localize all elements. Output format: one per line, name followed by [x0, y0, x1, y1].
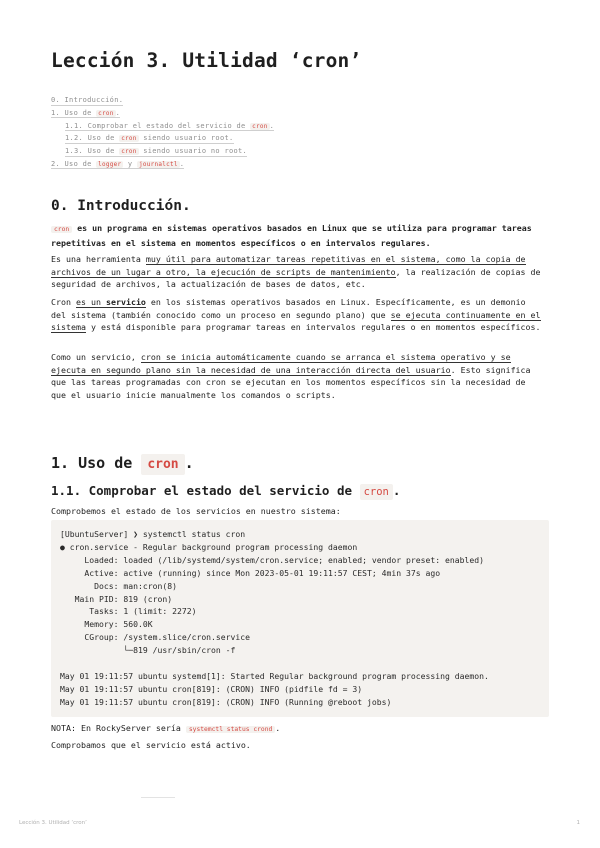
log-line: May 01 19:11:57 ubuntu cron[819]: (CRON) INFO (Running @reboot jobs) — [60, 696, 392, 707]
code-block — [51, 520, 549, 717]
table-of-contents — [51, 94, 274, 171]
text: Es una herramienta — [51, 254, 146, 264]
code-line: [UbuntuServer] ❯ systemctl status cron — [60, 529, 246, 539]
nota-paragraph — [51, 722, 543, 737]
intro-paragraph-1 — [51, 222, 543, 249]
code-line: Main PID: 819 (cron) — [60, 593, 173, 604]
code-line: Active: active (running) since Mon 2023-05-01 19:11:57 CEST; 4min 37s ago — [60, 567, 441, 578]
underlined-text: se ejecuta continuamente en el sistema — [51, 309, 541, 333]
text: NOTA: En RockyServer sería — [51, 723, 186, 733]
toc-item-uso-cron[interactable] — [51, 107, 274, 120]
text: en los sistemas operativos basados en Linux. Específicamente, es un demonio del sistema (también conocido como un proceso en segundo plano) que — [51, 297, 526, 320]
bold-text: servicio — [105, 297, 146, 307]
heading-text: 1. Uso de — [51, 454, 142, 472]
inline-code-cron: cron — [51, 226, 72, 233]
log-line: May 01 19:11:57 ubuntu systemd[1]: Started Regular background program processing daemon. — [60, 670, 489, 681]
footer-title: Lección 3. Utilidad ‘cron’ — [19, 820, 87, 826]
underlined-text: muy útil para automatizar tareas repetitivas en el sistema, como la copia de archivos de un lugar a otro, la ejecución de scripts de mantenimiento — [51, 254, 526, 277]
toc-label: 0. Introducción. — [51, 96, 124, 104]
toc-label-end: siendo usuario no root. — [138, 147, 248, 156]
footer-page-number: 1 — [576, 820, 580, 826]
heading-comprobar-estado — [51, 481, 400, 502]
toc-code: cron — [121, 148, 137, 156]
comprobar-intro: Comprobemos el estado de los servicios en nuestro sistema: — [51, 506, 341, 516]
toc-code-journalctl: journalctl — [138, 160, 178, 168]
final-paragraph: Comprobamos que el servicio está activo. — [51, 740, 251, 750]
code-line: ● cron.service - Regular background program processing daemon — [60, 541, 358, 552]
code-line: Loaded: loaded (/lib/systemd/system/cron.service; enabled; vendor preset: enabled) — [60, 554, 484, 565]
toc-label-end: . — [115, 108, 121, 117]
divider — [141, 797, 175, 798]
toc-label: 1.2. Uso de — [65, 134, 120, 143]
text: Como un servicio, — [51, 352, 141, 362]
page-title: Lección 3. Utilidad ‘cron’ — [51, 49, 362, 72]
code-line: └─819 /usr/sbin/cron -f — [60, 645, 236, 656]
text: y está disponible para programar tareas en intervalos regulares o en momentos específicos. — [85, 322, 541, 333]
toc-item-uso-root[interactable] — [51, 132, 274, 145]
heading-uso-cron — [51, 450, 194, 478]
toc-label-end: . — [179, 159, 185, 168]
code-line: CGroup: /system.slice/cron.service — [60, 632, 251, 643]
underlined-text: cron se inicia automáticamente cuando se arranca el sistema operativo y se ejecuta en segundo plano sin la necesidad de una interacción directa del usuario — [51, 352, 511, 375]
code-line: Memory: 560.0K — [60, 619, 153, 630]
toc-label: 1.1. Comprobar el estado del servicio de — [65, 121, 251, 130]
intro-paragraph-4 — [51, 351, 543, 401]
text: , la realización de copias de seguridad de archivos, la actualización de bases de datos, etc. — [51, 266, 541, 290]
heading-code: cron — [360, 484, 393, 500]
text: . — [275, 723, 281, 733]
heading-introduccion: 0. Introducción. — [51, 198, 191, 214]
toc-code: cron — [121, 135, 137, 143]
inline-code-crond: systemctl status crond — [186, 726, 275, 733]
intro-paragraph-3 — [51, 296, 543, 334]
toc-code: cron — [98, 109, 114, 117]
text: Cron — [51, 297, 76, 307]
code-line: Tasks: 1 (limit: 2272) — [60, 606, 197, 617]
heading-code: cron — [141, 454, 184, 475]
heading-text-end: . — [392, 483, 401, 498]
intro-paragraph-2 — [51, 253, 543, 291]
toc-item-comprobar-estado[interactable] — [51, 120, 274, 133]
log-line: May 01 19:11:57 ubuntu cron[819]: (CRON) INFO (pidfile fd = 3) — [60, 683, 363, 694]
code-line: Docs: man:cron(8) — [60, 580, 177, 591]
underlined-text — [76, 297, 146, 308]
heading-text: 1.1. Comprobar el estado del servicio de — [51, 483, 360, 498]
text: es un — [75, 297, 106, 307]
toc-code-logger: logger — [98, 160, 122, 168]
heading-text-end: . — [184, 454, 194, 472]
toc-label: 1. Uso de — [51, 108, 97, 117]
toc-label-end: siendo usuario root. — [138, 134, 234, 143]
toc-label: 1.3. Uso de — [65, 147, 120, 156]
toc-item-logger-journalctl[interactable] — [51, 158, 274, 171]
toc-item-uso-no-root[interactable] — [51, 145, 274, 158]
toc-label-end: . — [269, 121, 275, 130]
text: . Esto significa que las tareas programadas con cron se ejecutan en los momentos específicos sin la necesidad de que el usuario inicie manualmente los comandos o scripts. — [51, 364, 531, 400]
toc-label-mid: y — [123, 159, 137, 168]
toc-code: cron — [252, 122, 268, 130]
toc-label: 2. Uso de — [51, 159, 97, 168]
intro-bold-text: es un programa en sistemas operativos basados en Linux que se utiliza para programar tareas repetitivas en el sistema en momentos específicos o en intervalos regulares. — [51, 223, 532, 248]
code-content — [60, 528, 489, 709]
toc-item-introduccion[interactable] — [51, 94, 274, 107]
